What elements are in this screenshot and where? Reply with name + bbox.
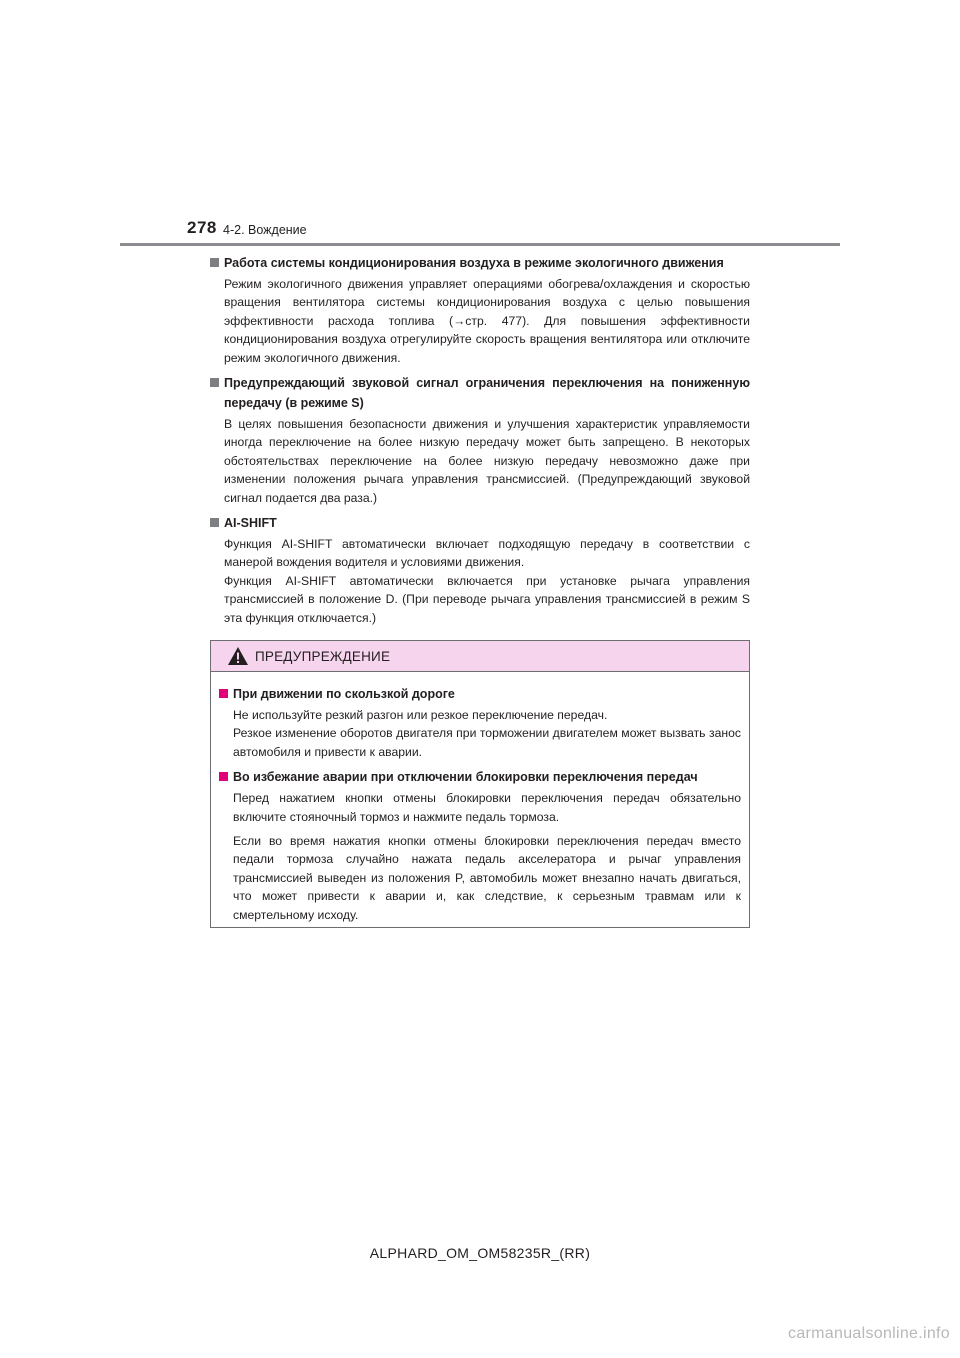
warning-title: ПРЕДУПРЕЖДЕНИЕ [255,649,391,664]
item-paragraph: Функция AI-SHIFT автоматически включает подходящую передачу в соответствии с манерой вождения водителя и условиями движения. [224,537,750,570]
item-title: Работа системы кондиционирования воздуха в режиме экологичного движения [210,253,750,273]
warning-paragraph: Если во время нажатия кнопки отмены блокировки переключения передач вместо педали тормоза случайно нажата педаль акселератора и рычаг управления трансмиссией выведен из положения P, автомобиль может внезапно начать двигаться, что может привести к аварии и, как следствие, к серьезным травмам или к смертельному исходу. [233,834,741,922]
square-bullet-icon [219,772,228,781]
warning-triangle-icon [227,646,249,666]
square-bullet-icon [210,518,219,527]
warning-body [211,672,749,924]
warning-item-shift-lock [219,767,741,924]
warning-paragraph: Не используйте резкий разгон или резкое переключение передач. [233,708,608,722]
item-title: AI-SHIFT [210,513,750,533]
warning-paragraph: Резкое изменение оборотов двигателя при торможении двигателем может вызвать занос автомобиля и привести к аварии. [233,726,741,759]
warning-header [211,641,749,672]
header-rule [120,243,840,246]
item-downshift-buzzer [210,373,750,507]
item-paragraph: Режим экологичного движения управляет операциями обогрева/охлаждения и скоростью вращения вентилятора системы кондиционирования воздуха с целью повышения эффективности расхода топлива (→стр. 477). Для повышения эффективности кондиционирования воздуха отрегулируйте скорость вращения вентилятора или отключите режим экологичного движения. [224,277,750,365]
square-bullet-icon [210,258,219,267]
section-title: 4-2. Вождение [223,223,307,237]
item-title: Предупреждающий звуковой сигнал ограничения переключения на пониженную передачу (в режиме S) [210,373,750,413]
item-paragraph: Функция AI-SHIFT автоматически включается при установке рычага управления трансмиссией в положение D. (При переводе рычага управления трансмиссией в режим S эта функция отключается.) [224,573,750,625]
square-bullet-icon [210,378,219,387]
warning-item-title: Во избежание аварии при отключении блокировки переключения передач [219,767,741,787]
page-number: 278 [187,218,217,237]
warning-paragraph: Перед нажатием кнопки отмены блокировки переключения передач обязательно включите стояночный тормоз и нажмите педаль тормоза. [233,791,741,824]
main-content [210,253,750,633]
watermark: carmanualsonline.info [788,1325,950,1342]
square-bullet-icon [219,689,228,698]
item-ai-shift [210,513,750,627]
warning-item-slippery-road [219,684,741,761]
warning-item-title: При движении по скользкой дороге [219,684,741,704]
item-paragraph: В целях повышения безопасности движения и улучшения характеристик управляемости иногда переключение на более низкую передачу может быть запрещено. В некоторых обстоятельствах переключение на более низкую передачу невозможно даже при изменении положения рычага управления трансмиссией. (Предупреждающий звуковой сигнал подается два раза.) [224,417,750,505]
item-eco-ac [210,253,750,367]
footer-code: ALPHARD_OM_OM58235R_(RR) [369,1245,591,1261]
warning-box [210,640,750,928]
